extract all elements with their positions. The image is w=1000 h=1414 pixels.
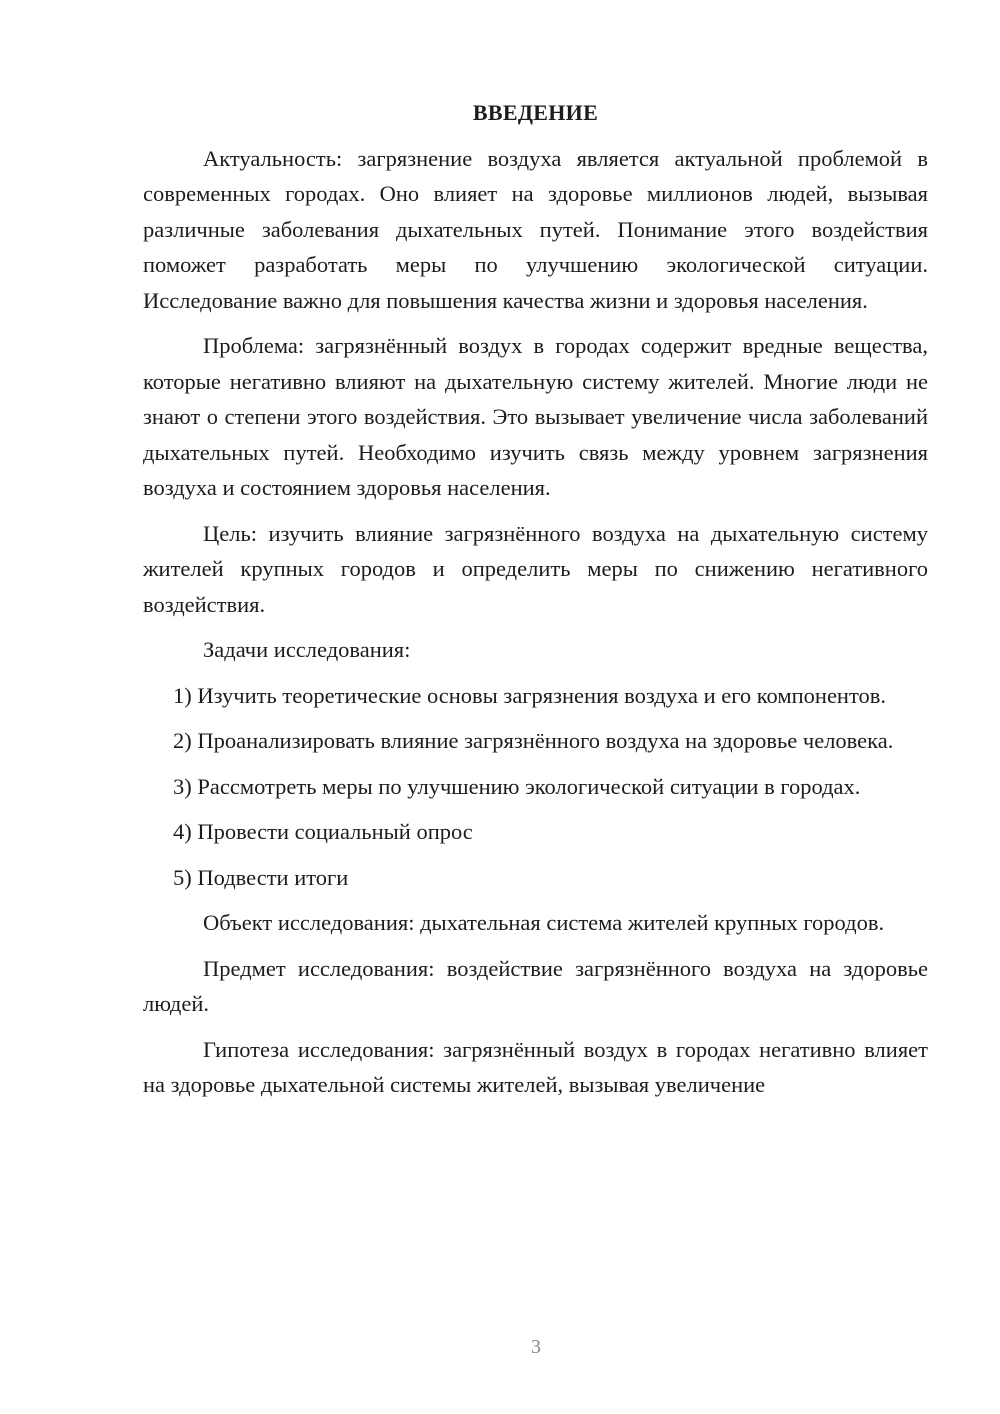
tasks-heading: Задачи исследования:: [203, 637, 411, 662]
subject-paragraph: Предмет исследования: воздействие загрязнённого воздуха на здоровье людей.: [143, 955, 928, 1016]
task-item-1: 1) Изучить теоретические основы загрязнения воздуха и его компонентов.: [173, 682, 887, 708]
page-title: ВВЕДЕНИЕ: [472, 100, 599, 125]
relevance-paragraph: Актуальность: загрязнение воздуха является актуальной проблемой в современных городах. Оно влияет на здоровье миллионов людей, вызывая различные заболевания дыхательных путей. Понимание этого воздействия поможет разработать меры по улучшению экологической ситуации. Исследование важно для повышения качества жизни и здоровья населения.: [143, 145, 928, 313]
hypothesis-paragraph: Гипотеза исследования: загрязнённый воздух в городах негативно влияет на здоровье дыхательной системы жителей, вызывая увеличение: [143, 1036, 928, 1097]
task-item-4: 4) Провести социальный опрос: [173, 819, 473, 844]
task-item-2: 2) Проанализировать влияние загрязнённого воздуха на здоровье человека.: [173, 728, 894, 753]
page-number: 3: [531, 1336, 541, 1358]
task-item-5: 5) Подвести итоги: [173, 864, 349, 890]
task-item-3: 3) Рассмотреть меры по улучшению экологической ситуации в городах.: [173, 773, 861, 799]
problem-paragraph: Проблема: загрязнённый воздух в городах содержит вредные вещества, которые негативно влияют на дыхательную систему жителей. Многие люди не знают о степени этого воздействия. Это вызывает увеличение числа заболеваний дыхательных путей. Необходимо изучить связь между уровнем загрязнения воздуха и состоянием здоровья населения.: [143, 333, 928, 500]
document-page: [143, 95, 928, 1113]
goal-paragraph: Цель: изучить влияние загрязнённого воздуха на дыхательную систему жителей крупных городов и определить меры по снижению негативного воздействия.: [143, 520, 928, 617]
object-paragraph: Объект исследования: дыхательная система жителей крупных городов.: [203, 910, 885, 935]
